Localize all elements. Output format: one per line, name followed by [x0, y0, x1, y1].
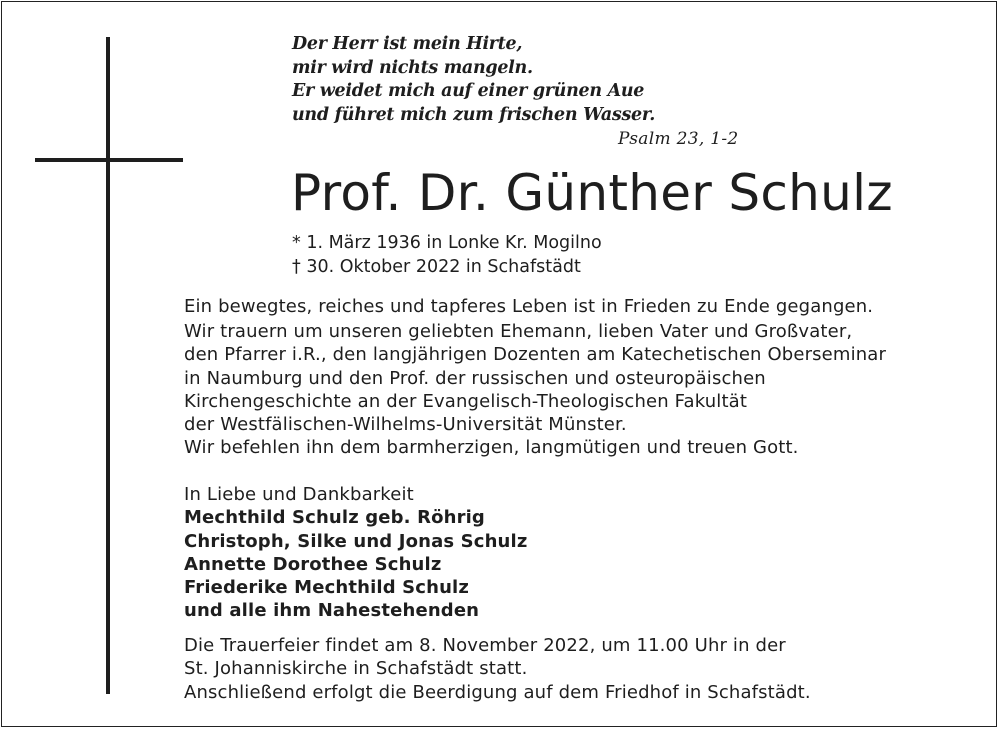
intro-line: Ein bewegtes, reiches und tapferes Leben ist in Frieden zu Ende gegangen.	[184, 296, 874, 317]
mourning-text	[184, 320, 886, 460]
life-dates	[292, 231, 602, 279]
mourning-line: den Pfarrer i.R., den langjährigen Dozenten am Katechetischen Oberseminar	[184, 344, 887, 366]
mourning-line: der Westfälischen-Wilhelms-Universität Münster.	[184, 414, 627, 436]
mourning-line: Wir trauern um unseren geliebten Ehemann, lieben Vater und Großvater,	[184, 321, 853, 342]
family-name: und alle ihm Nahestehenden	[184, 600, 480, 622]
mourning-line: in Naumburg und den Prof. der russischen und osteuropäischen	[184, 367, 766, 389]
cross-horizontal-bar	[35, 158, 183, 162]
mourning-line: Wir befehlen ihn dem barmherzigen, langmütigen und treuen Gott.	[184, 437, 799, 459]
family-signatures	[184, 483, 527, 623]
bible-verse	[292, 33, 655, 127]
family-lead: In Liebe und Dankbarkeit	[184, 484, 414, 505]
intro-text	[184, 295, 873, 318]
birth-date: * 1. März 1936 in Lonke Kr. Mogilno	[292, 233, 602, 253]
ceremony-line: Die Trauerfeier findet am 8. November 2022, um 11.00 Uhr in der	[184, 635, 786, 656]
death-date: † 30. Oktober 2022 in Schafstädt	[292, 257, 581, 277]
verse-reference: Psalm 23, 1-2	[618, 129, 739, 149]
verse-line: und führet mich zum frischen Wasser.	[292, 104, 655, 125]
cross-vertical-bar	[106, 37, 110, 694]
family-name: Christoph, Silke und Jonas Schulz	[184, 530, 528, 552]
ceremony-info	[184, 634, 811, 704]
verse-line: Der Herr ist mein Hirte,	[292, 34, 523, 54]
verse-line: Er weidet mich auf einer grünen Aue	[292, 81, 645, 101]
deceased-name: Prof. Dr. Günther Schulz	[291, 164, 893, 222]
verse-line: mir wird nichts mangeln.	[292, 57, 533, 78]
ceremony-line: St. Johanniskirche in Schafstädt statt.	[184, 658, 528, 680]
family-name: Annette Dorothee Schulz	[184, 553, 442, 575]
family-name: Friederike Mechthild Schulz	[184, 577, 469, 599]
family-name: Mechthild Schulz geb. Röhrig	[184, 507, 485, 529]
ceremony-line: Anschließend erfolgt die Beerdigung auf dem Friedhof in Schafstädt.	[184, 681, 811, 703]
mourning-line: Kirchengeschichte an der Evangelisch-Theologischen Fakultät	[184, 390, 748, 412]
